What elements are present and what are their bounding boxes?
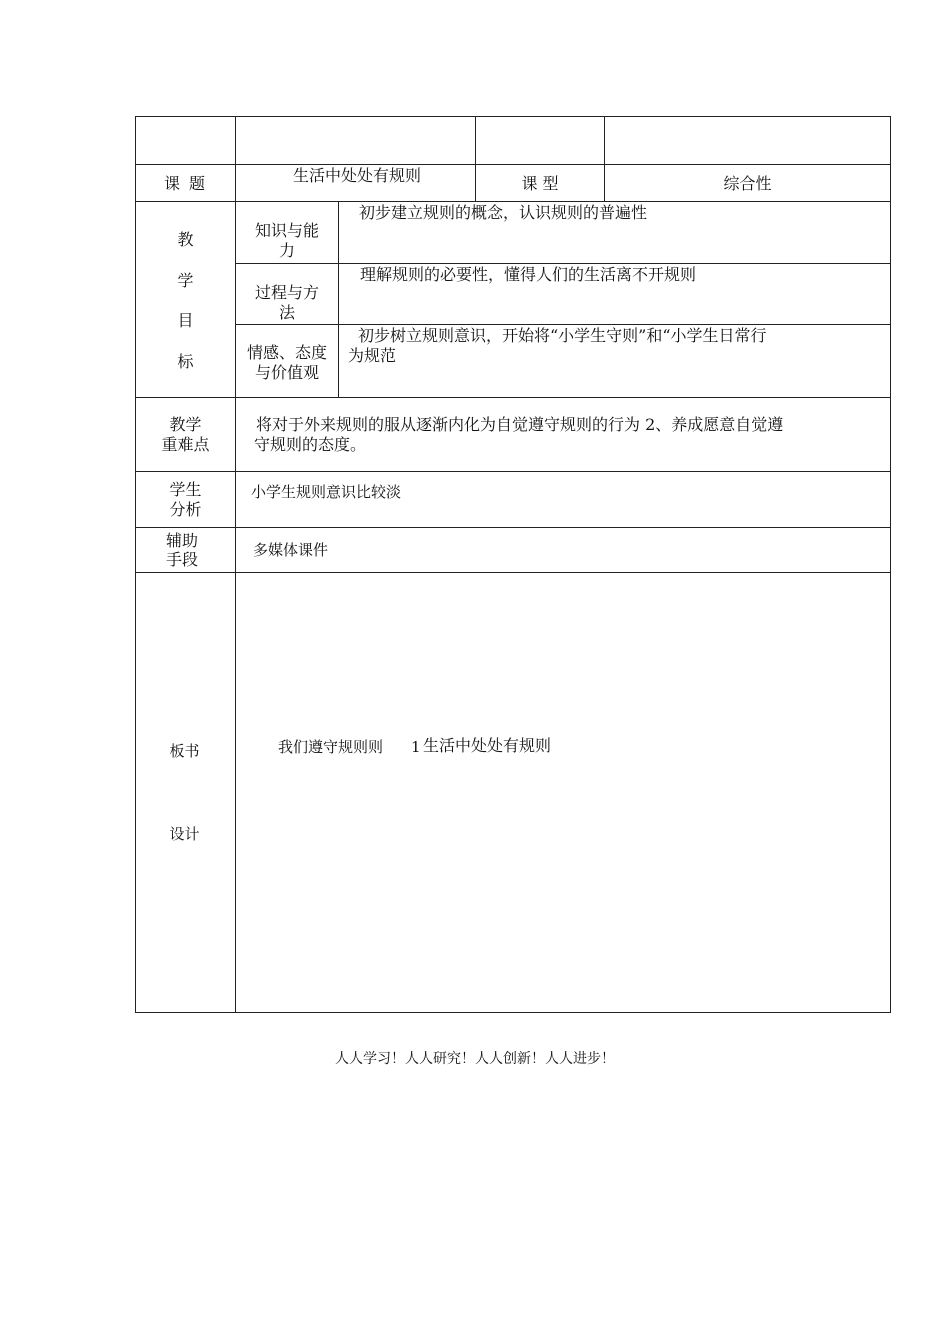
objectives-label-char: 教 [177,230,194,249]
table-border [135,572,891,573]
board-text: 1 [411,738,421,756]
student-text: 小学生规则意识比较淡 [251,483,402,501]
board-label: 板书 [169,742,200,760]
objective-text: 初步建立规则的概念，认识规则的普遍性 [359,203,648,222]
table-border [135,201,891,202]
table-border [135,397,891,398]
table-border [338,201,339,398]
objectives-label-char: 目 [177,311,194,330]
objective-label: 力 [278,241,295,260]
difficulty-text: 守规则的态度。 [254,435,367,454]
aids-label: 手段 [165,550,198,569]
table-border [890,116,891,1013]
objective-label: 法 [278,303,295,322]
table-border [236,263,891,264]
table-border [135,116,891,117]
board-text: 生活中处处有规则 [423,736,552,755]
table-border [135,1012,891,1013]
student-label: 学生 [169,480,202,499]
table-border [135,471,891,472]
difficulty-label: 重难点 [161,435,210,454]
objective-text: 初步树立规则意识，开始将“小学生守则”和“小学生日常行 [358,326,767,345]
difficulty-text: 将对于外来规则的服从逐渐内化为自觉遵守规则的行为 2、养成愿意自觉遵 [256,415,784,434]
student-label: 分析 [169,500,202,519]
objective-text: 理解规则的必要性，懂得人们的生活离不开规则 [360,265,697,284]
topic-value: 生活中处处有规则 [293,166,422,185]
topic-label: 课 题 [163,174,208,193]
objectives-label-char: 学 [177,271,194,290]
objective-label: 情感、态度 [246,343,327,362]
objective-label: 知识与能 [254,221,319,240]
objective-label: 过程与方 [254,283,319,302]
objective-text: 为规范 [348,346,397,365]
objective-label: 与价值观 [254,363,319,382]
table-border [135,527,891,528]
type-value: 综合性 [723,174,772,193]
footer-slogan: 人人学习！人人研究！人人创新！人人进步！ [335,1051,615,1067]
aids-label: 辅助 [165,531,198,550]
objectives-label-char: 标 [177,352,194,371]
board-text: 我们遵守规则则 [278,738,384,756]
table-border [135,164,891,165]
aids-text: 多媒体课件 [253,541,329,559]
board-label: 设计 [169,825,200,843]
table-border [236,324,891,325]
difficulty-label: 教学 [169,415,202,434]
type-label: 课 型 [521,174,559,193]
